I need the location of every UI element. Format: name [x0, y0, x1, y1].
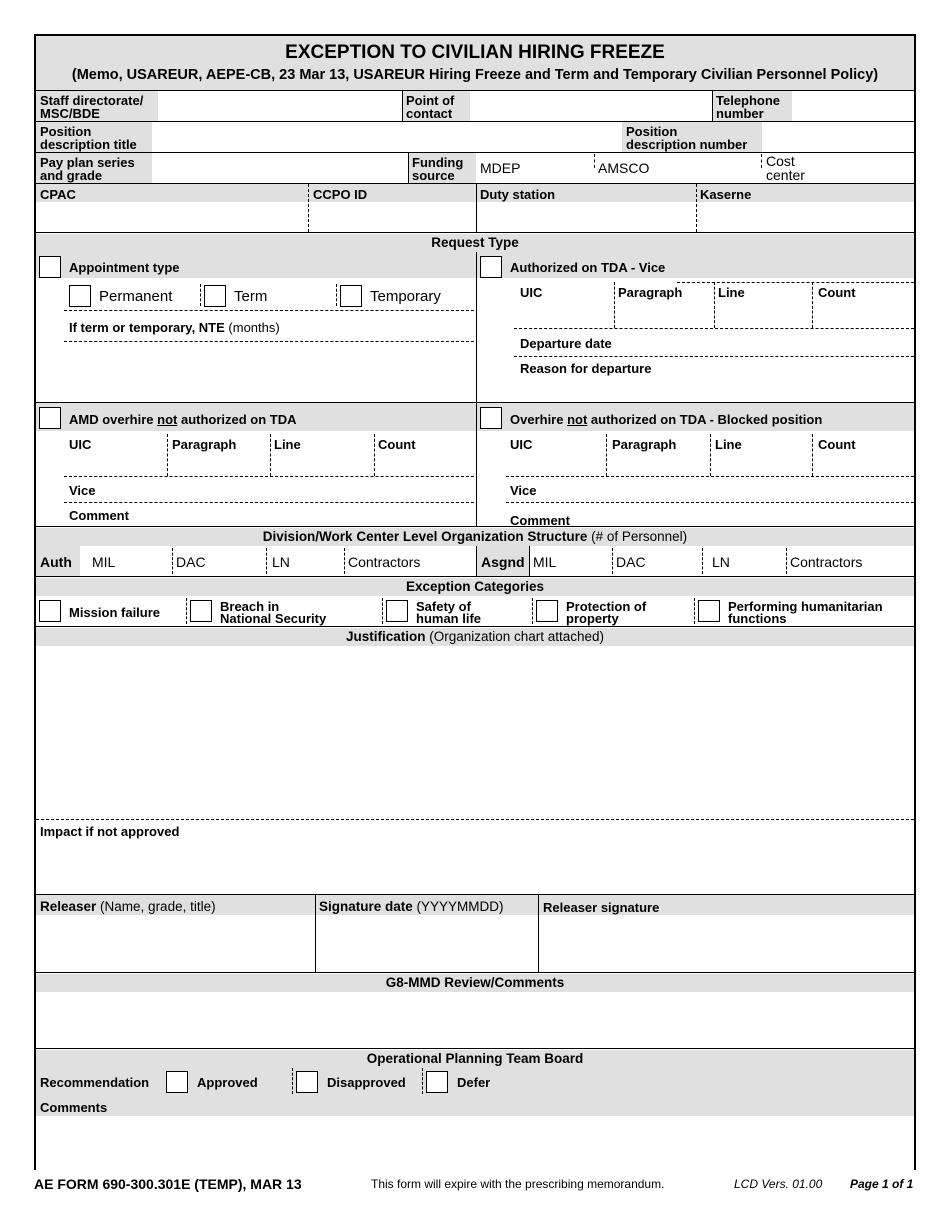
- disapproved-label: Disapproved: [327, 1075, 406, 1090]
- amd-count-label: Count: [378, 437, 416, 452]
- kaserne-field[interactable]: [697, 202, 914, 232]
- position-number-field[interactable]: [762, 122, 914, 152]
- releaser-name-field[interactable]: [38, 916, 312, 970]
- request-type-header: Request Type: [36, 234, 914, 252]
- releaser-name-label: Releaser (Name, grade, title): [40, 899, 216, 914]
- g8-review-field[interactable]: [36, 992, 914, 1048]
- national-security-checkbox[interactable]: [190, 600, 212, 622]
- amd-vice-label: Vice: [69, 483, 96, 498]
- division-header: Division/Work Center Level Organization Structure (# of Personnel): [36, 528, 914, 546]
- releaser-signature-label: Releaser signature: [543, 900, 660, 915]
- asgnd-ln-label: LN: [712, 554, 730, 570]
- expiration-notice: This form will expire with the prescribing memorandum.: [371, 1177, 665, 1191]
- appointment-type-checkbox[interactable]: [39, 256, 61, 278]
- property-checkbox[interactable]: [536, 600, 558, 622]
- blocked-line-label: Line: [715, 437, 742, 452]
- amsco-label: AMSCO: [598, 160, 650, 176]
- signature-date-field[interactable]: [318, 916, 536, 970]
- blocked-uic-label: UIC: [510, 437, 533, 452]
- kaserne-label: Kaserne: [700, 187, 752, 202]
- form-page: EXCEPTION TO CIVILIAN HIRING FREEZE (Memo, USAREUR, AEPE-CB, 23 Mar 13, USAREUR Hiring Freeze and Term and Temporary Civilian Personnel Policy) Staff directorate/ MSC/BDE Point of contact Telephone number Position description title Position description number Pay plan series and grade Funding source MDEP AMSCO Cost center CPAC CCPO ID Duty station Kaserne Request Type Appointment type Authorized on TDA - Vice Permanent Term Temporary If term or temporary, NTE (months) UIC Paragraph Line Count Departure date Reason for departure AMD overhire not authorized on TDA Overhire not authorized on TDA - Blocked position UIC Paragraph Line Count Vice Comment UIC Paragraph Line Count Vice Comment Division/Work Center Level Organization Structure (# of Personnel) Auth MIL DAC LN Contractors Asgnd MIL DAC LN Contractors Exception Categories Mission failure Breach in National Security Safety of human life Protection of property Performing humanitarian functions Justification (Organization chart attached) Impact if not approved Releaser (Name, grade, title) Signature date (YYYYMMDD) Releaser signature G8-MMD Review/Comments Operational Planning Team Board Recommendation Approved Disapproved Defer Comments: [34, 34, 916, 1170]
- term-checkbox[interactable]: [204, 285, 226, 307]
- ccpo-label: CCPO ID: [313, 187, 368, 202]
- position-title-field[interactable]: [152, 122, 622, 152]
- telephone-label: Telephone: [716, 93, 781, 108]
- blocked-position-checkbox[interactable]: [480, 407, 502, 429]
- approved-label: Approved: [197, 1075, 258, 1090]
- amd-uic-label: UIC: [69, 437, 92, 452]
- duty-station-field[interactable]: [477, 202, 695, 232]
- cost-center-label: Cost: [766, 153, 795, 169]
- staff-directorate-field[interactable]: [158, 91, 402, 121]
- nte-label: If term or temporary, NTE (months): [69, 320, 280, 335]
- exception-categories-header: Exception Categories: [36, 578, 914, 596]
- justification-header: Justification (Organization chart attached): [36, 628, 914, 646]
- auth-label: Auth: [40, 554, 72, 570]
- position-number-label: Position: [626, 124, 678, 139]
- optb-header: Operational Planning Team Board: [36, 1050, 914, 1068]
- amd-overhire-label: AMD overhire not authorized on TDA: [69, 412, 297, 427]
- mission-failure-label: Mission failure: [69, 605, 161, 620]
- amd-comment-label: Comment: [69, 508, 129, 523]
- asgnd-mil-label: MIL: [533, 554, 557, 570]
- comments-label: Comments: [40, 1100, 108, 1115]
- permanent-checkbox[interactable]: [69, 285, 91, 307]
- point-of-contact-label: Point of: [406, 93, 455, 108]
- version-label: LCD Vers. 01.00: [734, 1177, 823, 1191]
- vice-uic-label: UIC: [520, 285, 543, 300]
- departure-date-label: Departure date: [520, 336, 612, 351]
- telephone-field[interactable]: [792, 91, 914, 121]
- human-life-checkbox[interactable]: [386, 600, 408, 622]
- justification-field[interactable]: [36, 646, 914, 818]
- signature-date-label: Signature date (YYYYMMDD): [319, 899, 504, 914]
- impact-label: Impact if not approved: [40, 824, 180, 839]
- auth-ln-label: LN: [272, 554, 290, 570]
- pay-plan-label: Pay plan series: [40, 155, 135, 170]
- tda-vice-label: Authorized on TDA - Vice: [510, 260, 666, 275]
- appointment-type-label: Appointment type: [69, 260, 180, 275]
- nte-field[interactable]: [69, 342, 469, 398]
- impact-field[interactable]: [36, 842, 914, 894]
- duty-station-label: Duty station: [480, 187, 556, 202]
- pay-plan-field[interactable]: [152, 153, 408, 183]
- approved-checkbox[interactable]: [166, 1071, 188, 1093]
- point-of-contact-field[interactable]: [470, 91, 712, 121]
- funding-source-field[interactable]: [476, 153, 914, 183]
- page-number: Page 1 of 1: [850, 1177, 914, 1191]
- blocked-comment-label: Comment: [510, 513, 570, 528]
- blocked-count-label: Count: [818, 437, 856, 452]
- form-number: AE FORM 690-300.301E (TEMP), MAR 13: [34, 1176, 302, 1192]
- g8-review-header: G8-MMD Review/Comments: [36, 974, 914, 992]
- auth-mil-label: MIL: [92, 554, 116, 570]
- staff-directorate-label: Staff directorate/: [40, 93, 144, 108]
- tda-vice-checkbox[interactable]: [480, 256, 502, 278]
- cpac-label: CPAC: [40, 187, 76, 202]
- amd-line-label: Line: [274, 437, 301, 452]
- asgnd-dac-label: DAC: [616, 554, 646, 570]
- amd-paragraph-label: Paragraph: [172, 437, 237, 452]
- vice-paragraph-label: Paragraph: [618, 285, 683, 300]
- comments-field[interactable]: [36, 1117, 914, 1170]
- asgnd-label: Asgnd: [481, 554, 525, 570]
- blocked-vice-label: Vice: [510, 483, 537, 498]
- human-life-label: Safety of: [416, 599, 471, 614]
- vice-count-label: Count: [818, 285, 856, 300]
- blocked-paragraph-label: Paragraph: [612, 437, 677, 452]
- funding-source-label: Funding: [412, 155, 464, 170]
- property-label: Protection of: [566, 599, 647, 614]
- defer-label: Defer: [457, 1075, 491, 1090]
- auth-contractors-label: Contractors: [348, 554, 421, 570]
- blocked-position-label: Overhire not authorized on TDA - Blocked position: [510, 412, 823, 427]
- releaser-signature-field[interactable]: [541, 916, 913, 970]
- auth-dac-label: DAC: [176, 554, 206, 570]
- vice-line-label: Line: [718, 285, 745, 300]
- disapproved-checkbox[interactable]: [296, 1071, 318, 1093]
- term-label: Term: [234, 288, 268, 305]
- position-title-label: Position: [40, 124, 92, 139]
- permanent-label: Permanent: [99, 288, 173, 305]
- temporary-checkbox[interactable]: [340, 285, 362, 307]
- ccpo-field[interactable]: [309, 202, 475, 232]
- recommendation-label: Recommendation: [40, 1075, 150, 1090]
- form-title: EXCEPTION TO CIVILIAN HIRING FREEZE: [285, 42, 665, 63]
- humanitarian-label: Performing humanitarian: [728, 599, 883, 614]
- departure-reason-label: Reason for departure: [520, 361, 652, 376]
- cpac-field[interactable]: [36, 202, 308, 232]
- amd-overhire-checkbox[interactable]: [39, 407, 61, 429]
- humanitarian-checkbox[interactable]: [698, 600, 720, 622]
- form-subtitle: (Memo, USAREUR, AEPE-CB, 23 Mar 13, USAREUR Hiring Freeze and Term and Temporary Civilian Personnel Policy): [71, 67, 879, 83]
- mdep-label: MDEP: [480, 160, 521, 176]
- defer-checkbox[interactable]: [426, 1071, 448, 1093]
- mission-failure-checkbox[interactable]: [39, 600, 61, 622]
- asgnd-contractors-label: Contractors: [790, 554, 863, 570]
- national-security-label: Breach in: [220, 599, 280, 614]
- temporary-label: Temporary: [370, 288, 441, 305]
